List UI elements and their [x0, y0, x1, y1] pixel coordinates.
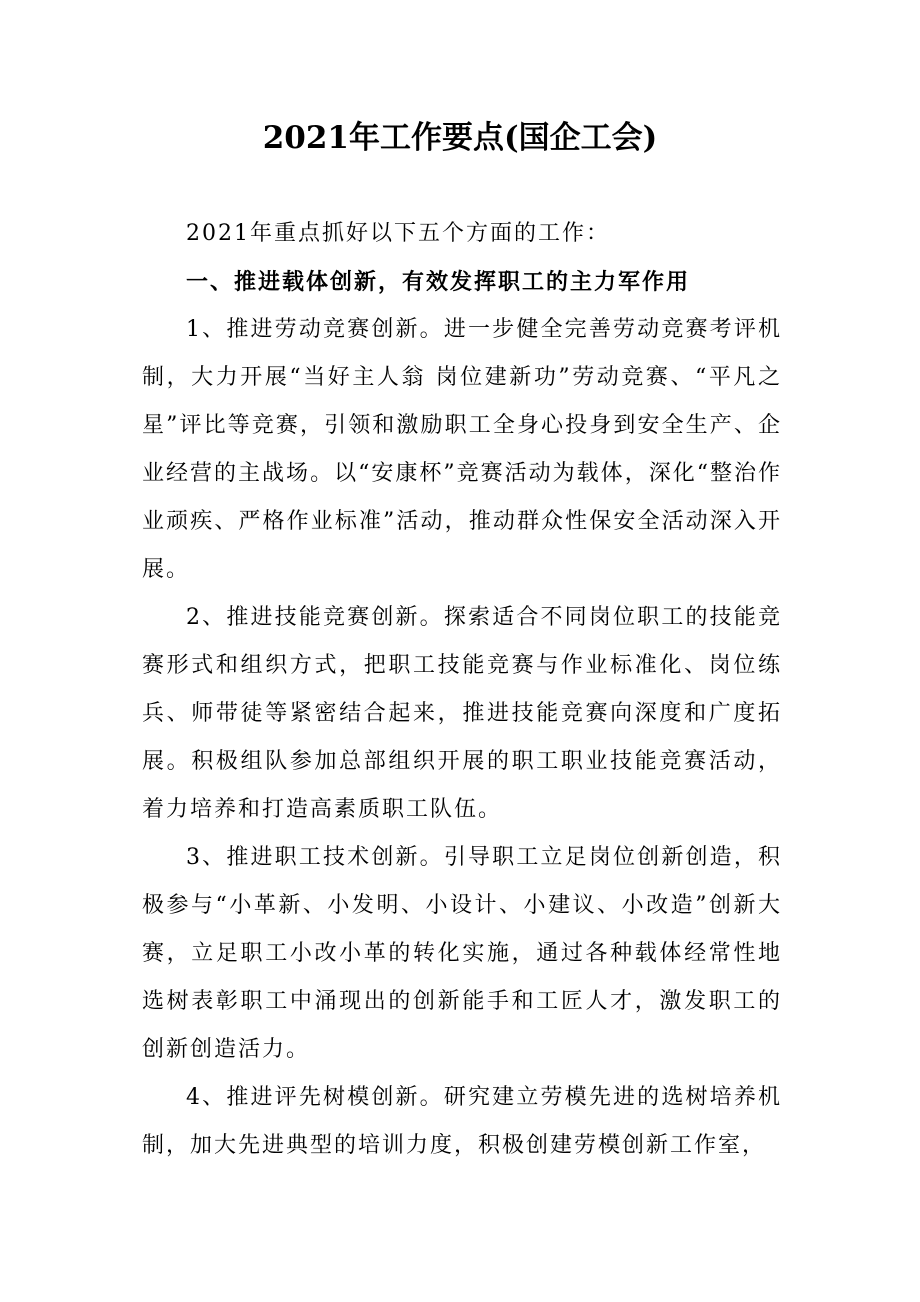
paragraph-2: 2、推进技能竞赛创新。探索适合不同岗位职工的技能竞赛形式和组织方式，把职工技能竞赛与作业标准化、岗位练兵、师带徒等紧密结合起来，推进技能竞赛向深度和广度拓展。积极组队参加总部组织开展的职工职业技能竞赛活动，着力培养和打造高素质职工队伍。	[142, 605, 782, 822]
paragraph-1: 1、推进劳动竞赛创新。进一步健全完善劳动竞赛考评机制，大力开展“当好主人翁 岗位建新功”劳动竞赛、“平凡之星”评比等竞赛，引领和激励职工全身心投身到安全生产、企业经营的主战场。以“安康杯”竞赛活动为载体，深化“整治作业顽疾、严格作业标准”活动，推动群众性保安全活动深入开展。	[142, 317, 782, 582]
document-title: 2021年工作要点(国企工会)	[262, 120, 658, 156]
paragraph-4: 4、推进评先树模创新。研究建立劳模先进的选树培养机制，加大先进典型的培训力度，积极创建劳模创新工作室，	[142, 1085, 782, 1158]
section-heading: 一、推进载体创新，有效发挥职工的主力军作用	[186, 269, 691, 295]
paragraph-3: 3、推进职工技术创新。引导职工立足岗位创新创造，积极参与“小革新、小发明、小设计、小建议、小改造”创新大赛，立足职工小改小革的转化实施，通过各种载体经常性地选树表彰职工中涌现出的创新能手和工匠人才，激发职工的创新创造活力。	[142, 845, 782, 1062]
intro-paragraph: 2021年重点抓好以下五个方面的工作：	[186, 221, 610, 246]
document-body	[142, 210, 782, 1170]
